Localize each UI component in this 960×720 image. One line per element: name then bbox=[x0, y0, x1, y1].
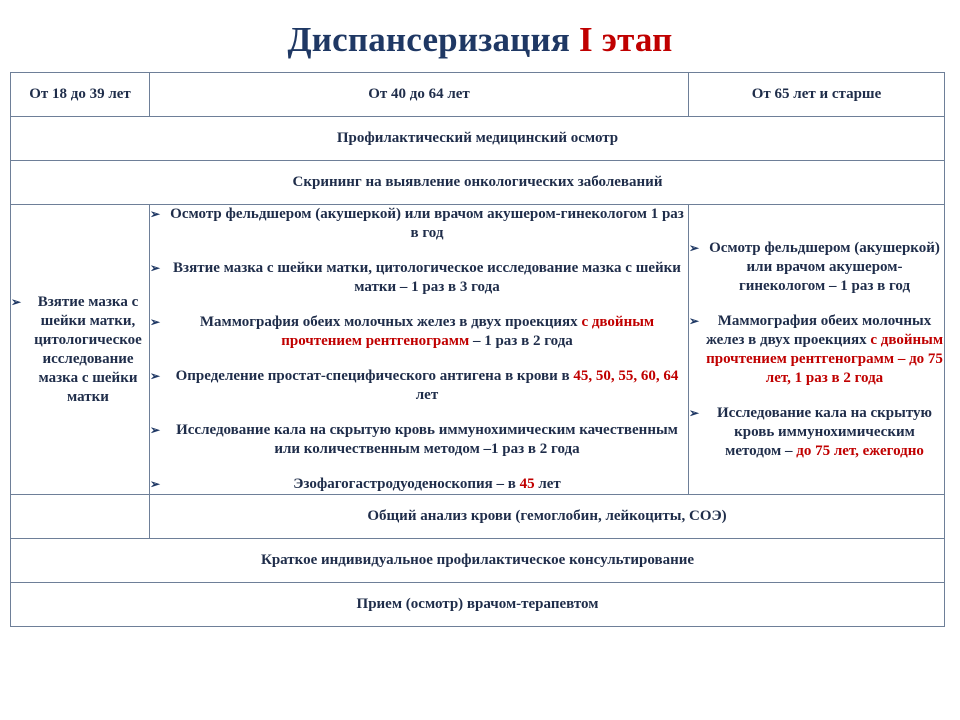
consult-cell: Краткое индивидуальное профилактическое консультирование bbox=[11, 539, 945, 583]
list-item: ➢ Эзофагогастродуоденоскопия – в 45 лет bbox=[150, 476, 561, 492]
column-header-65-plus: От 65 лет и старше bbox=[689, 73, 945, 117]
row-consult bbox=[11, 539, 945, 583]
arrow-bullet-icon: ➢ bbox=[150, 369, 161, 383]
highlight-text: 45 bbox=[519, 476, 535, 492]
list-item: ➢ Взятие мазка с шейки матки, цитологическое исследование мазка с шейки матки bbox=[11, 293, 142, 405]
screening-65-plus-list bbox=[689, 239, 944, 461]
arrow-bullet-icon: ➢ bbox=[150, 315, 161, 329]
arrow-bullet-icon: ➢ bbox=[11, 294, 22, 309]
prof-osmotr-cell: Профилактический медицинский осмотр bbox=[11, 117, 945, 161]
row-blood bbox=[11, 495, 945, 539]
highlight-text: с двойным прочтением рентгенограмм bbox=[281, 314, 655, 349]
screening-65-plus-cell bbox=[689, 205, 945, 495]
arrow-bullet-icon: ➢ bbox=[689, 405, 700, 420]
screening-40-64-cell bbox=[150, 205, 689, 495]
therapist-cell: Прием (осмотр) врачом-терапевтом bbox=[11, 583, 945, 627]
row-screening bbox=[11, 161, 945, 205]
arrow-bullet-icon: ➢ bbox=[689, 240, 700, 255]
highlight-text: 45, 50, 55, 60, 64 bbox=[573, 368, 679, 384]
screening-40-64-list bbox=[150, 205, 688, 494]
column-header-40-64: От 40 до 64 лет bbox=[150, 73, 689, 117]
header-row bbox=[11, 73, 945, 117]
arrow-bullet-icon: ➢ bbox=[150, 261, 161, 275]
column-header-18-39: От 18 до 39 лет bbox=[11, 73, 150, 117]
highlight-text: до 75 лет, ежегодно bbox=[796, 442, 924, 459]
arrow-bullet-icon: ➢ bbox=[150, 207, 161, 221]
row-screening-details bbox=[11, 205, 945, 495]
title-accent: I этап bbox=[579, 20, 673, 59]
arrow-bullet-icon: ➢ bbox=[689, 313, 700, 328]
list-item: ➢ Маммография обеих молочных желез в двух проекциях с двойным прочтением рентгенограмм – до 75 лет, 1 раз в 2 года bbox=[689, 312, 944, 386]
blood-cell: Общий анализ крови (гемоглобин, лейкоциты, СОЭ) bbox=[150, 495, 945, 539]
list-item: ➢ Осмотр фельдшером (акушеркой) или врачом акушером-гинекологом – 1 раз в год bbox=[689, 239, 940, 294]
screening-cell: Скрининг на выявление онкологических заболеваний bbox=[11, 161, 945, 205]
screening-18-39-cell bbox=[11, 205, 150, 495]
row-therapist bbox=[11, 583, 945, 627]
arrow-bullet-icon: ➢ bbox=[150, 477, 161, 491]
blood-empty-cell bbox=[11, 495, 150, 539]
arrow-bullet-icon: ➢ bbox=[150, 423, 161, 437]
highlight-text: с двойным прочтением рентгенограмм – до 75 лет, 1 раз в 2 года bbox=[706, 331, 944, 386]
list-item: ➢ Исследование кала на скрытую кровь иммунохимическим методом – до 75 лет, ежегодно bbox=[689, 404, 932, 459]
program-table bbox=[10, 72, 945, 627]
list-item: ➢ Определение простат-специфического антигена в крови в 45, 50, 55, 60, 64 лет bbox=[150, 368, 679, 403]
list-item: ➢ Взятие мазка с шейки матки, цитологическое исследование мазка с шейки матки – 1 раз в 3 года bbox=[150, 260, 681, 295]
list-item: ➢ Исследование кала на скрытую кровь иммунохимическим качественным или количественным методом –1 раз в 2 года bbox=[150, 422, 678, 457]
page-title bbox=[0, 20, 960, 60]
screening-18-39-list bbox=[11, 293, 149, 407]
list-item: ➢ Маммография обеих молочных желез в двух проекциях с двойным прочтением рентгенограмм – 1 раз в 2 года bbox=[150, 314, 655, 349]
row-prof-osmotr bbox=[11, 117, 945, 161]
list-item: ➢ Осмотр фельдшером (акушеркой) или врачом акушером-гинекологом 1 раз в год bbox=[150, 206, 684, 241]
title-main: Диспансеризация bbox=[287, 20, 571, 59]
